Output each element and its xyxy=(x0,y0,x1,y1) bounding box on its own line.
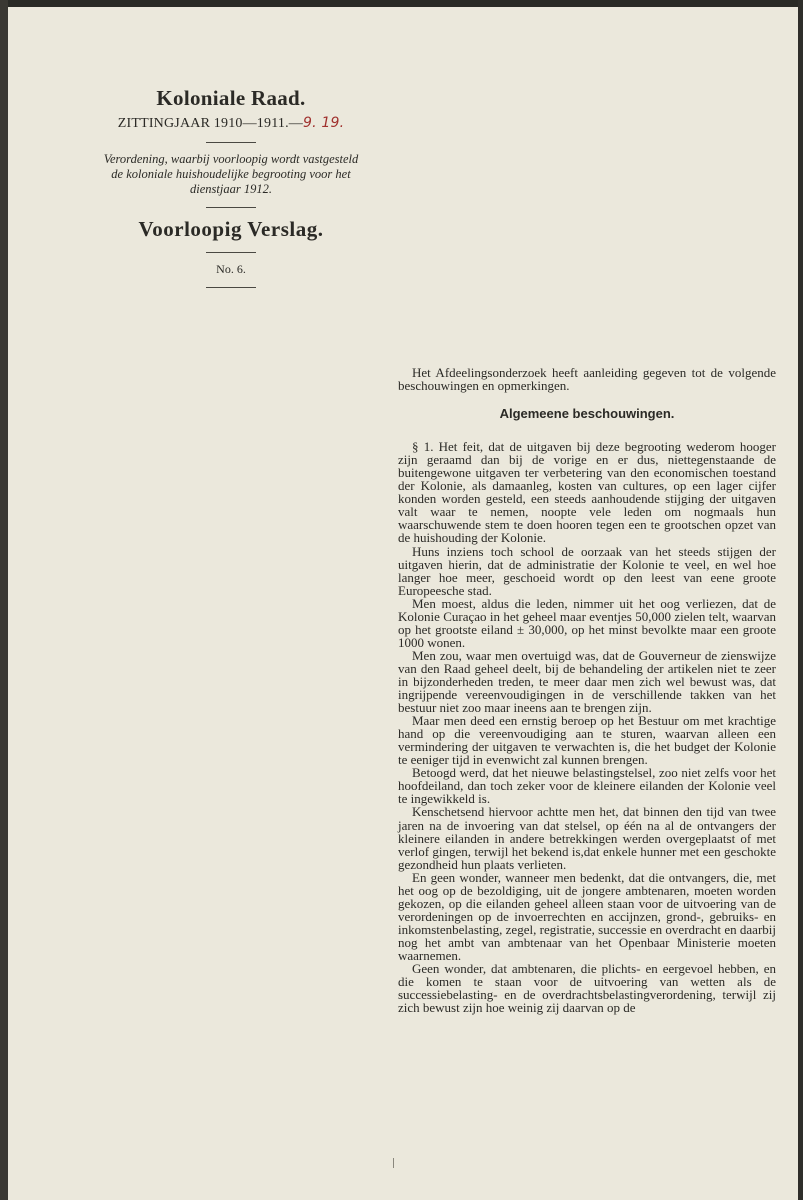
scan-edge-left xyxy=(0,0,8,1200)
body-paragraph: Men zou, waar men overtuigd was, dat de Gouverneur de zienswijze van den Raad geheel deelt, bij de behandeling der artikelen niet te zeer in bijzonderheden treden, te meer daar men zich wel bewust was, dat ingrijpende vereenvoudigingen in de verschillende takken van het bestuur niet zoo maar ineens aan te brengen zijn. xyxy=(398,647,776,716)
divider xyxy=(206,142,256,143)
report-number: No. 6. xyxy=(216,262,246,276)
subject-line: Verordening, waarbij voorloopig wordt vastgesteld de koloniale huishoudelijke begrooting voor het dienstjaar 1912. xyxy=(103,152,359,196)
session-year: ZITTINGJAAR 1910—1911.— xyxy=(117,116,303,131)
body-paragraph: Geen wonder, dat ambtenaren, die plichts- en eergevoel hebben, en die komen te staan voor de uitvoering van wetten als de successiebelasting- en de overdrachtsbelastingverordening, terwijl zij zich bewust zijn hoe weinig zij daarvan op de xyxy=(398,961,776,1016)
handwritten-annotation: 9. 19. xyxy=(303,115,345,131)
body-paragraph: § 1. Het feit, dat de uitgaven bij deze begrooting wederom hooger zijn geraamd dan bij de vorige en er dus, niettegenstaande de buitengewone uitgaven ter verbetering van den economischen toestand der Kolonie, als damaanleg, kosten van cultures, op een lager cijfer konden worden gesteld, een steeds aanhoudende stijging der uitgaven valt waar te nemen, noopte vele leden om nogmaals hun waarschuwende stem te doen hooren tegen een te grootschen opzet van de huishouding der Kolonie. xyxy=(398,439,776,546)
document-header xyxy=(96,86,366,297)
section-heading: Algemeene beschouwingen. xyxy=(499,406,675,422)
council-title: Koloniale Raad. xyxy=(156,86,306,110)
body-paragraph: Men moest, aldus die leden, nimmer uit het oog verliezen, dat de Kolonie Curaçao in het geheel maar eventjes 50,000 zielen telt, waarvan op het grootste eiland ± 30,000, op het minst bevolkte maar een groote 1000 wonen. xyxy=(398,595,776,650)
divider xyxy=(206,207,256,208)
scan-edge-right xyxy=(798,0,803,1200)
body-paragraph: En geen wonder, wanneer men bedenkt, dat die ontvangers, die, met het oog op de bezoldiging, uit de jongere ambtenaren, moeten worden gekozen, op die eilanden geheel alleen staan voor de uitvoering van de verordeningen op de invoerrechten en accijnzen, grond-, gebruiks- en inkomstenbelasting, zegel, registratie, successie en overdracht en daarbij nog het ambt van ambtenaar van het Openbaar Ministerie moeten waarnemen. xyxy=(398,869,776,963)
body-paragraph: Huns inziens toch school de oorzaak van het steeds stijgen der uitgaven hierin, dat de administratie der Kolonie te veel, en wel hoe langer hoe meer, geschoeid wordt op den leest van eene groote Europeesche stad. xyxy=(398,543,776,598)
body-paragraph: Maar men deed een ernstig beroep op het Bestuur om met krachtige hand op die vereenvoudiging aan te sturen, waarvan alleen een vermindering der uitgaven te verwachten is, die het budget der Kolonie te eeniger tijd in evenwicht zal kunnen brengen. xyxy=(398,713,776,768)
intro-paragraph: Het Afdeelingsonderzoek heeft aanleiding gegeven tot de volgende beschouwingen en opmerkingen. xyxy=(398,365,776,394)
scan-edge-top xyxy=(0,0,803,7)
page-mark xyxy=(393,1158,394,1168)
divider xyxy=(206,287,256,288)
report-title: Voorloopig Verslag. xyxy=(138,217,324,241)
divider xyxy=(206,252,256,253)
report-body xyxy=(398,366,776,1014)
session-line xyxy=(96,115,366,132)
body-paragraph: Betoogd werd, dat het nieuwe belastingstelsel, zoo niet zelfs voor het hoofdeiland, dan toch zeker voor de kleinere eilanden der Kolonie veel te ingewikkeld is. xyxy=(398,765,776,807)
body-paragraph: Kenschetsend hiervoor achtte men het, dat binnen den tijd van twee jaren na de invoering van dat stelsel, op één na al de ontvangers der kleinere eilanden in andere betrekkingen werden overgeplaatst of met verlof gingen, terwijl het bekend is,dat enkele hunner met een geschokte gezondheid hun plaats verlieten. xyxy=(398,804,776,872)
